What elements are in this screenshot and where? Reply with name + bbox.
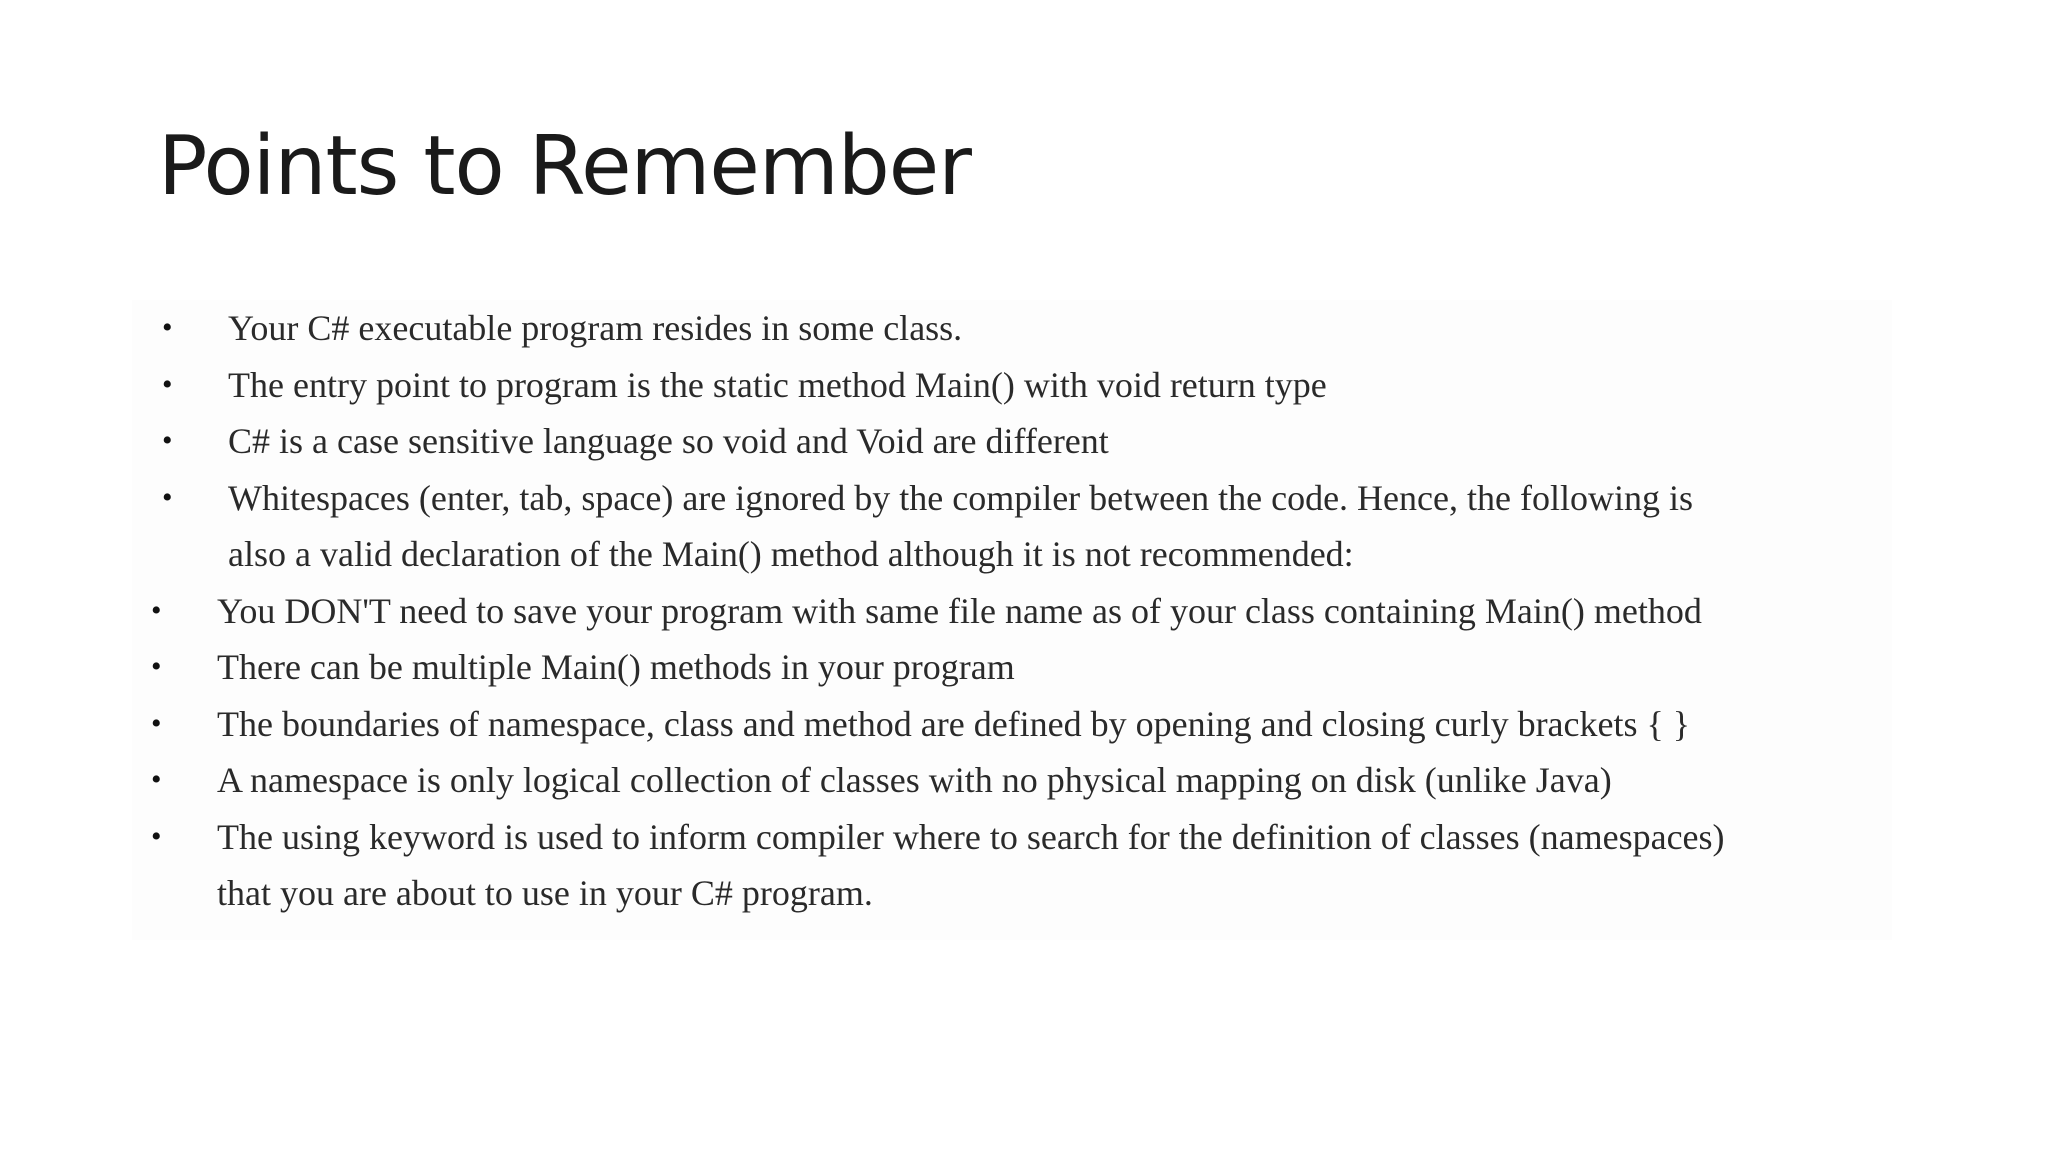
bullet-icon: • <box>151 650 162 683</box>
bullet-text: Whitespaces (enter, tab, space) are ignored by the compiler between the code. Hence, the following is <box>228 477 1693 518</box>
bullet-text: The using keyword is used to inform compiler where to search for the definition of classes (namespaces) <box>217 816 1725 857</box>
bullet-icon: • <box>162 367 173 401</box>
bullet-icon: • <box>162 424 173 457</box>
bullet-text: A namespace is only logical collection of classes with no physical mapping on disk (unlike Java) <box>217 760 1612 800</box>
slide-title: Points to Remember <box>158 119 971 214</box>
bullet-icon: • <box>151 819 162 853</box>
bullet-icon: • <box>151 763 162 796</box>
bullet-icon: • <box>162 311 173 344</box>
bullet-text: C# is a case sensitive language so void and Void are different <box>228 421 1109 461</box>
bullet-item <box>132 413 1725 470</box>
bullet-list <box>132 300 1725 922</box>
bullet-text: Your C# executable program resides in some class. <box>228 308 963 348</box>
bullet-text-continuation: that you are about to use in your C# program. <box>217 873 873 913</box>
bullet-item <box>132 809 1725 922</box>
bullet-text-continuation: also a valid declaration of the Main() method although it is not recommended: <box>228 534 1354 574</box>
bullet-item <box>132 583 1725 640</box>
bullet-item <box>132 470 1725 583</box>
bullet-item <box>132 639 1725 696</box>
bullet-item <box>132 300 1725 357</box>
bullet-icon: • <box>151 706 162 740</box>
bullet-icon: • <box>151 593 162 627</box>
bullet-text: There can be multiple Main() methods in your program <box>217 647 1015 687</box>
bullet-text: The boundaries of namespace, class and method are defined by opening and closing curly brackets { } <box>217 703 1691 744</box>
bullet-icon: • <box>162 480 173 514</box>
bullet-item <box>132 357 1725 414</box>
bullet-item <box>132 752 1725 809</box>
bullet-text: You DON'T need to save your program with same file name as of your class containing Main() method <box>217 590 1702 631</box>
bullet-text: The entry point to program is the static method Main() with void return type <box>228 364 1327 405</box>
bullet-item <box>132 696 1725 753</box>
scanned-text-image <box>132 300 1892 940</box>
